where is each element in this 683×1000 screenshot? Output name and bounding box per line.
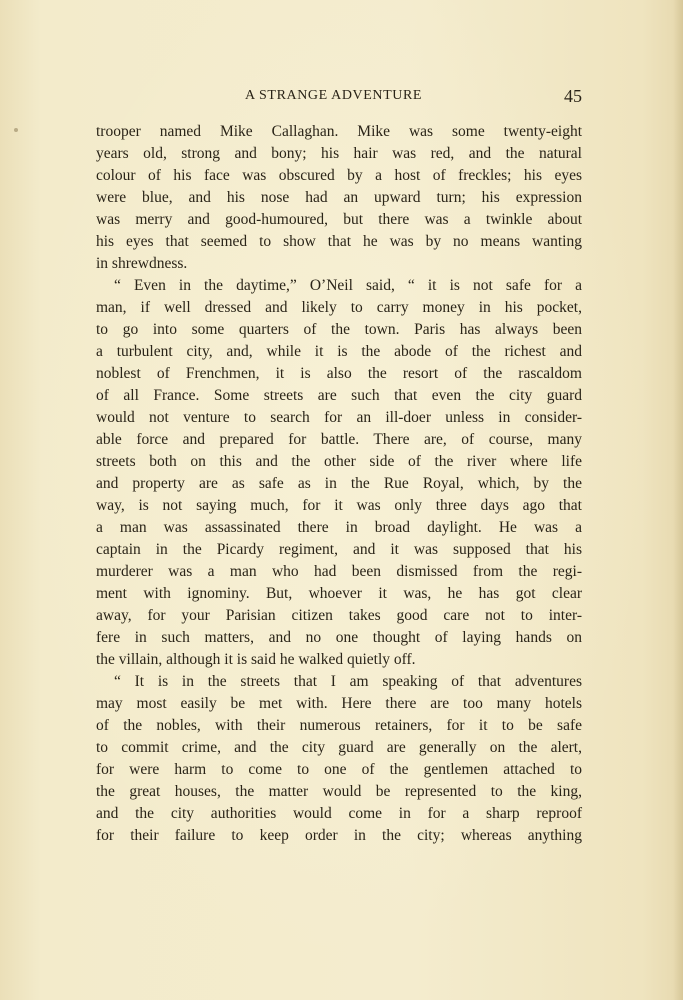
- text-line: away, for your Parisian citizen takes good care not to inter-: [96, 607, 582, 624]
- text-line: a man was assassinated there in broad daylight. He was a: [96, 519, 582, 536]
- text-line: years old, strong and bony; his hair was red, and the natural: [96, 145, 582, 162]
- text-line: the villain, although it is said he walked quietly off.: [96, 651, 416, 668]
- text-line: and property are as safe as in the Rue Royal, which, by the: [96, 475, 582, 492]
- text-line: way, is not saying much, for it was only three days ago that: [96, 497, 582, 514]
- text-line: colour of his face was obscured by a host of freckles; his eyes: [96, 167, 582, 184]
- text-line: for were harm to come to one of the gentlemen attached to: [96, 761, 582, 778]
- text-line: of the nobles, with their numerous retainers, for it to be safe: [96, 717, 582, 734]
- text-line: a turbulent city, and, while it is the abode of the richest and: [96, 343, 582, 360]
- text-line: trooper named Mike Callaghan. Mike was some twenty-eight: [96, 123, 582, 140]
- page-edge-shadow: [673, 0, 683, 1000]
- text-line: murderer was a man who had been dismissed from the regi-: [96, 563, 582, 580]
- text-line: for their failure to keep order in the city; whereas anything: [96, 827, 582, 844]
- text-line: in shrewdness.: [96, 255, 188, 272]
- text-line: fere in such matters, and no one thought of laying hands on: [96, 629, 582, 646]
- text-line: to go into some quarters of the town. Paris has always been: [96, 321, 582, 338]
- text-line: streets both on this and the other side of the river where life: [96, 453, 582, 470]
- page-number: 45: [564, 86, 582, 106]
- text-line: captain in the Picardy regiment, and it was supposed that his: [96, 541, 582, 558]
- text-line: the great houses, the matter would be represented to the king,: [96, 783, 582, 800]
- text-line: would not venture to search for an ill-doer unless in consider-: [96, 409, 582, 426]
- text-line: “ Even in the daytime,” O’Neil said, “ it is not safe for a: [114, 277, 582, 294]
- text-line: was merry and good-humoured, but there was a twinkle about: [96, 211, 582, 228]
- text-line: to commit crime, and the city guard are generally on the alert,: [96, 739, 582, 756]
- text-line: “ It is in the streets that I am speaking of that adventures: [114, 673, 582, 690]
- text-line: may most easily be met with. Here there are too many hotels: [96, 695, 582, 712]
- text-line: and the city authorities would come in for a sharp reproof: [96, 805, 582, 822]
- text-line: able force and prepared for battle. There are, of course, many: [96, 431, 582, 448]
- body-text: [96, 121, 582, 847]
- text-line: man, if well dressed and likely to carry money in his pocket,: [96, 299, 582, 316]
- text-line: ment with ignominy. But, whoever it was, he has got clear: [96, 585, 582, 602]
- text-line: noblest of Frenchmen, it is also the resort of the rascaldom: [96, 365, 582, 382]
- running-header: [96, 88, 582, 108]
- text-line: were blue, and his nose had an upward turn; his expression: [96, 189, 582, 206]
- text-line: of all France. Some streets are such that even the city guard: [96, 387, 582, 404]
- text-line: his eyes that seemed to show that he was by no means wanting: [96, 233, 582, 250]
- running-title: A STRANGE ADVENTURE: [245, 88, 423, 103]
- paper-speck: [14, 128, 18, 132]
